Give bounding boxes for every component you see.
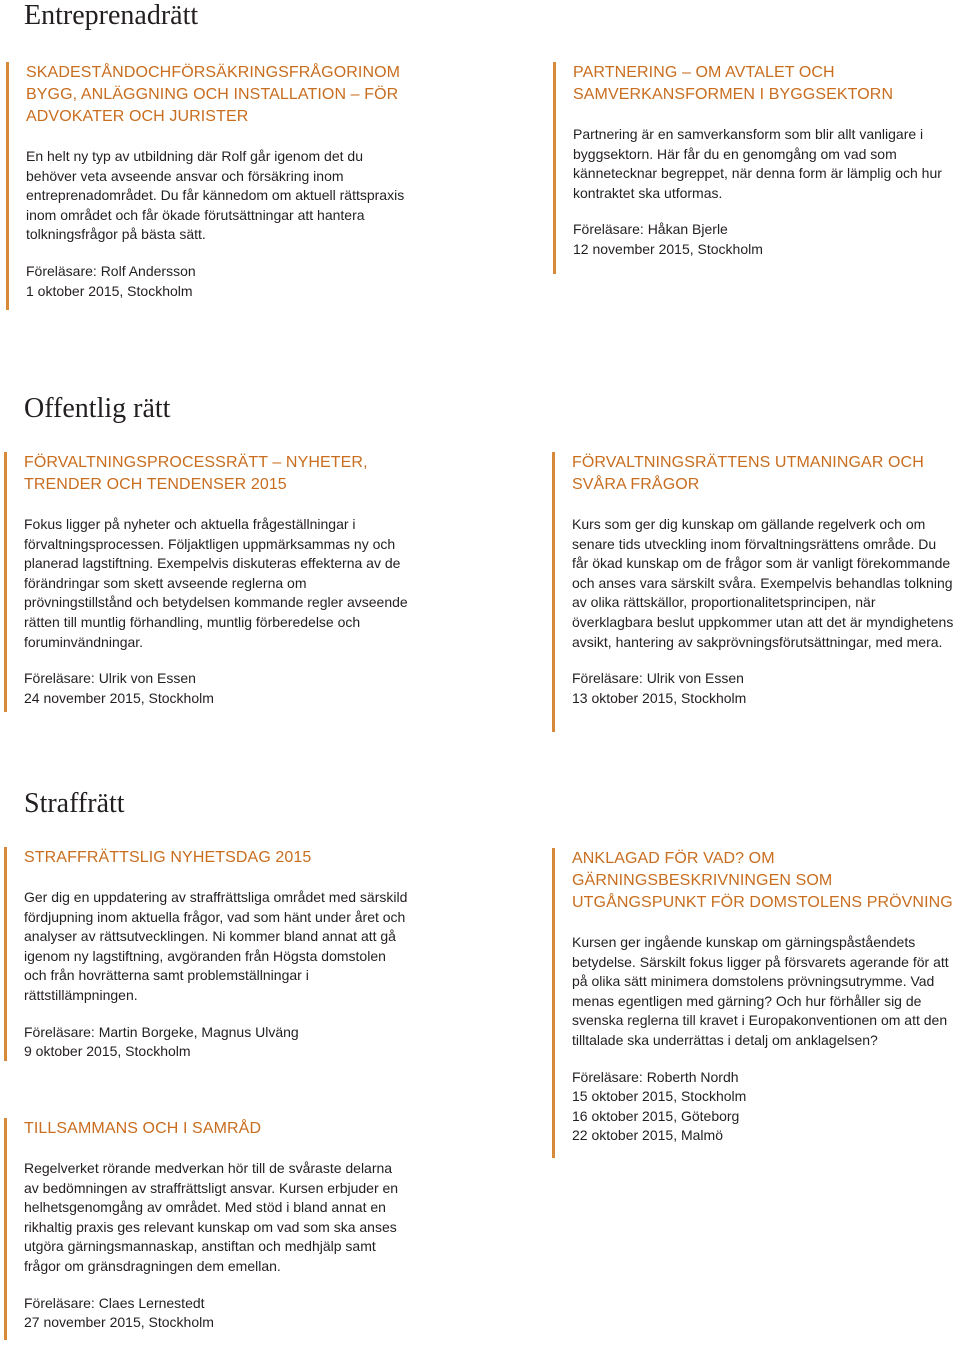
course-description: Fokus ligger på nyheter och aktuella frågeställningar i förvaltningsprocessen. Följaktligen uppmärksammas ny och planerad lagstiftning. Exempelvis diskuteras effekterna av de förändringar som skett avseende reglerna om prövningstillstånd och betydelsen kommande regler avseende rätten till muntlig förhandling, muntlig förberedelse och foruminvändningar. [24, 516, 408, 650]
course-date: 12 november 2015, Stockholm [573, 240, 763, 257]
course-lecturer: Föreläsare: Ulrik von Essen [24, 670, 196, 687]
course-date: 9 oktober 2015, Stockholm [24, 1043, 191, 1060]
course-meta [572, 669, 956, 708]
course-lecturer: Föreläsare: Martin Borgeke, Magnus Ulväng [24, 1023, 299, 1040]
course-date: 22 oktober 2015, Malmö [572, 1127, 723, 1144]
course-meta [24, 1294, 408, 1333]
course-date: 16 oktober 2015, Göteborg [572, 1107, 740, 1124]
course-description: Regelverket rörande medverkan hör till de svåraste delarna av bedömningen av straffrättsligt ansvar. Kursen erbjuder en helhetsgenomgång av området. Med stöd i bland annat en rikhaltig praxis ges relevant kunskap om vad som ska anses utgöra gärningsmannaskap, anstiftan och medhjälp samt frågor om gränsdragningen dem emellan. [24, 1160, 399, 1274]
course-description: Kursen ger ingående kunskap om gärningspåståendets betydelse. Särskilt fokus ligger på försvarets agerande för att på olika sätt minimera domstolens prövningsutrymme. Vad menas egentligen med gärning? Och hur förhåller sig de svenska reglerna till kravet i Europakonventionen om att den tilltalade ska underrättas i detalj om anklagelsen? [572, 934, 949, 1048]
course-description: En helt ny typ av utbildning där Rolf går igenom det du behöver veta avseende ansvar och försäkring inom entreprenadområdet. Du får kännedom om aktuell rättspraxis inom området och får ökade förutsättningar att hantera tolkningsfrågor på bästa sätt. [26, 148, 405, 243]
course-description: Kurs som ger dig kunskap om gällande regelverk och om senare tids utveckling inom förvaltningsrättens område. Du får ökad kunskap om de frågor som är vanligt förekommande och anses vara särskilt svåra. Exempelvis behandlas tolkning av olika rättskällor, proportionalitetsprincipen, när överklagbara beslut uppkommer utan att det är myndighetens avsikt, hantering av sakprövningsförutsättningar, med mera. [572, 516, 954, 650]
course-title: FÖRVALTNINGSRÄTTENS UTMANINGAR OCH SVÅRA FRÅGOR [572, 454, 924, 493]
course-partnering [553, 62, 957, 274]
section-title-offentlig-ratt: Offentlig rätt [24, 393, 171, 424]
course-meta [26, 262, 410, 301]
course-date: 15 oktober 2015, Stockholm [572, 1088, 747, 1105]
course-title: STRAFFRÄTTSLIG NYHETSDAG 2015 [24, 849, 312, 866]
course-forvaltningsrattens-utmaningar [552, 452, 956, 732]
course-lecturer: Föreläsare: Roberth Nordh [572, 1068, 739, 1085]
course-date: 1 oktober 2015, Stockholm [26, 282, 193, 299]
course-tillsammans-och-i-samrad [4, 1118, 408, 1340]
section-title-entreprenadratt: Entreprenadrätt [24, 0, 199, 31]
course-meta [24, 669, 408, 708]
course-forvaltningsprocessratt [4, 452, 408, 712]
course-lecturer: Föreläsare: Rolf Andersson [26, 262, 196, 279]
course-straffrattslig-nyhetsdag [4, 847, 408, 1061]
course-lecturer: Föreläsare: Ulrik von Essen [572, 670, 744, 687]
course-title: TILLSAMMANS OCH I SAMRÅD [24, 1120, 262, 1137]
course-title: SKADESTÅNDOCHFÖRSÄKRINGSFRÅGORINOM BYGG, ANLÄGGNING OCH INSTALLATION – FÖR ADVOKATER OCH JURISTER [26, 64, 401, 125]
course-date: 27 november 2015, Stockholm [24, 1314, 214, 1331]
course-meta [573, 220, 957, 259]
course-description: Ger dig en uppdatering av straffrättsliga området med särskild fördjupning inom aktuella frågor, vad som hänt under året och analyser av rättsutvecklingen. Ni kommer bland annat att gå igenom ny lagstiftning, avgöranden från Högsta domstolen och från hovrätterna samt problemställningar i rättstillämpningen. [24, 889, 408, 1003]
course-title: FÖRVALTNINGSPROCESSRÄTT – NYHETER, TRENDER OCH TENDENSER 2015 [24, 454, 368, 493]
course-title: PARTNERING – OM AVTALET OCH SAMVERKANSFORMEN I BYGGSEKTORN [573, 64, 894, 103]
course-lecturer: Föreläsare: Claes Lernestedt [24, 1294, 205, 1311]
course-lecturer: Föreläsare: Håkan Bjerle [573, 221, 728, 238]
course-meta [24, 1023, 408, 1062]
course-skadestand [6, 62, 410, 310]
section-title-straffratt: Straffrätt [24, 788, 125, 819]
course-date: 24 november 2015, Stockholm [24, 689, 214, 706]
course-date: 13 oktober 2015, Stockholm [572, 689, 747, 706]
course-meta [572, 1068, 956, 1146]
course-title: ANKLAGAD FÖR VAD? OM GÄRNINGSBESKRIVNINGEN SOM UTGÅNGSPUNKT FÖR DOMSTOLENS PRÖVNING [572, 850, 953, 911]
course-anklagad-for-vad [552, 848, 956, 1158]
course-description: Partnering är en samverkansform som blir allt vanligare i byggsektorn. Här får du en genomgång om vad som kännetecknar begreppet, när denna form är lämplig och hur kontraktet ska utformas. [573, 126, 942, 201]
